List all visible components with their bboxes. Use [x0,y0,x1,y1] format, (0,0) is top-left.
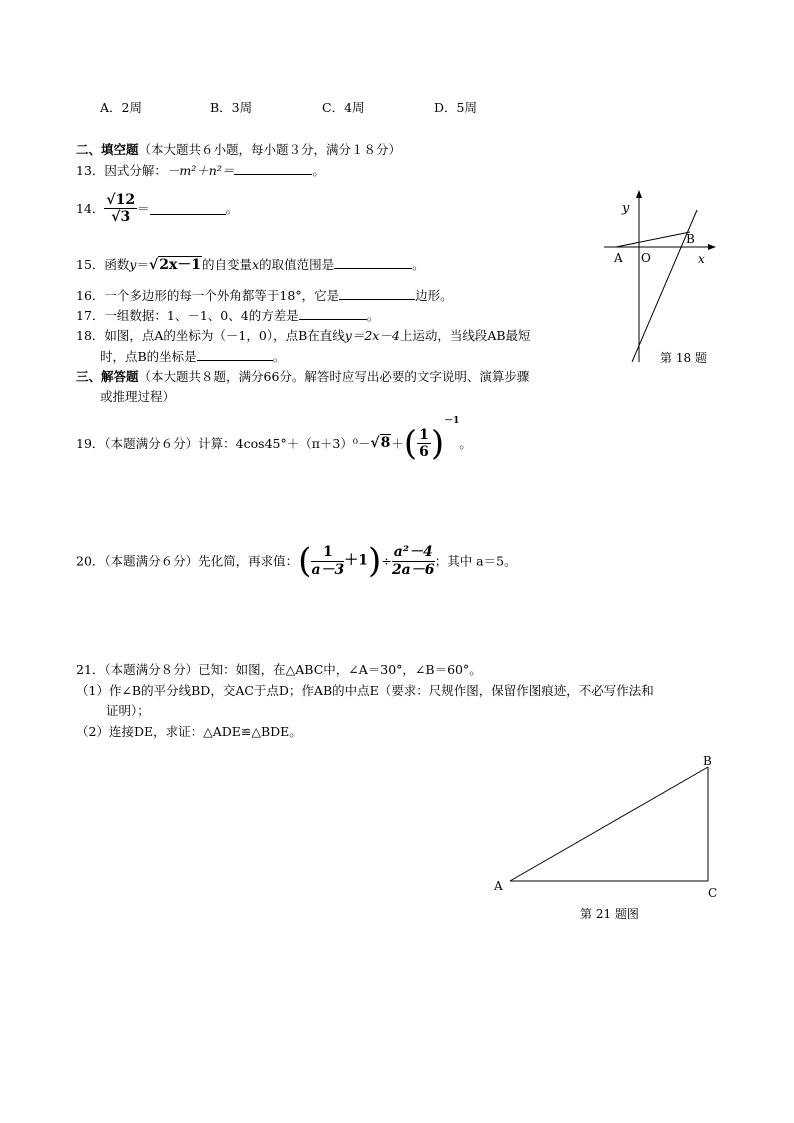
q21-part1-line2: 证明）； [106,703,150,718]
q18-number: 18． [76,328,105,343]
q19-end: 。 [459,436,472,451]
q15-prefix: 函数 [104,257,130,272]
q15-sqrt: √2x－1 [149,257,202,273]
q20-divide: ÷ [381,553,392,569]
q17-end: 。 [366,308,380,323]
q15-var: y [129,257,137,272]
question-20 [76,541,517,581]
section3-line1: （本大题共８题，满分66分。解答时应写出必要的文字说明、演算步骤 [138,369,530,384]
q21-number: 21． [76,662,105,677]
q15-suffix: 的取值范围是 [259,257,335,272]
q20-fraction-2: $\frac{\text{a²－4}}{2a-6}$ [391,544,435,578]
q19-left-paren: ( [403,423,418,464]
question-18-line2 [100,348,285,364]
question-14 [76,192,238,225]
question-19 [76,416,472,464]
q17-answer-blank[interactable] [299,307,367,320]
choice-c: C．4周 [322,100,365,115]
q20-fraction-1: $\frac{1}{a-3}$ [311,544,345,578]
q20-tail: ；其中 a＝5。 [434,553,517,569]
q18-line-expr: y＝2x－4 [344,328,400,343]
q20-number: 20． [76,553,105,569]
q14-denominator: √3 [111,209,131,226]
question-16 [76,287,453,303]
q16-number: 16． [76,288,105,303]
q13-answer-blank[interactable] [234,162,312,175]
q18-answer-blank[interactable] [197,348,273,361]
q20-head: （本题满分６分）先化简，再求值： [104,553,299,569]
q14-answer-blank[interactable] [150,202,226,215]
q13-end: 。 [312,163,325,178]
fig21-label-a: A [494,879,503,893]
q15-equals: ＝ [136,257,149,272]
fig18-caption: 第 18 题 [660,351,707,365]
q19-expr: 4cos45°＋（π＋3）⁰－ [235,436,371,451]
fig18-segment-ab [616,232,690,247]
q19-exponent: －1 [444,416,460,426]
q19-sqrt: √8 [370,435,391,452]
q16-end: 边形。 [415,288,453,303]
fig18-y-arrow-icon [636,190,642,198]
fig18-label-y: y [622,201,630,216]
q15-end: 。 [412,257,425,272]
fig18-label-x: x [698,252,705,266]
q20-left-paren: ( [298,541,312,581]
q13-number: 13． [76,163,105,178]
q18-end: 。 [272,349,286,364]
question-21 [76,662,482,677]
fig21-label-c: C [708,886,718,900]
q21-head: （本题满分８分）已知：如图，在△ABC中，∠A＝30°，∠B＝60°。 [104,662,482,677]
fig18-label-b: B [686,232,695,246]
section2-title: 二、填空题 [76,142,139,157]
q13-expr: －m²＋n²＝ [166,163,235,178]
section2-heading [76,142,401,157]
question-18-line1 [76,328,531,343]
q20-right-paren: ) [368,541,382,581]
section3-heading [76,369,529,384]
q21-part1-line1: （1）作∠B的平分线BD，交AC于点D；作AB的中点E（要求：尺规作图，保留作图痕迹，不必写作法和 [76,683,654,698]
q16-text: 一个多边形的每一个外角都等于18°，它是 [104,288,340,303]
q19-right-paren: ) [430,423,445,464]
q13-prefix: 因式分解： [104,163,167,178]
q19-fraction: $\frac{1}{6}$ [419,426,429,460]
fig21-caption: 第 21 题图 [580,907,639,921]
fig18-label-o: O [641,251,651,265]
q15-answer-blank[interactable] [334,256,412,269]
q14-numerator: √12 [106,192,136,208]
q21-part2: （2）连接DE，求证：△ADE≌△BDE。 [76,724,302,739]
q18-line1-end: 上运动，当线段AB最短 [399,328,531,343]
section3-line2: 或推理过程） [100,389,176,404]
q19-number: 19． [76,436,105,451]
q19-plus: ＋ [391,436,404,451]
fig18-x-arrow-icon [708,244,716,250]
figure-18 [596,186,736,376]
q15-mid: 的自变量 [202,257,253,272]
choice-d: D．5周 [434,100,477,115]
q17-number: 17． [76,308,105,323]
q19-head: （本题满分６分）计算： [104,436,236,451]
q14-fraction [104,192,137,225]
q14-end: 。 [225,201,239,217]
section3-title: 三、解答题 [76,369,139,384]
q15-x: x [252,257,260,272]
question-15 [76,256,425,274]
section2-note: （本大题共６小题，每小题３分，满分１８分） [138,142,402,157]
q14-number: 14． [76,201,105,217]
fig21-side-ab [510,767,708,881]
choice-b: B．3周 [210,100,253,115]
question-17 [76,307,379,323]
q20-plus-one: ＋1 [344,552,368,569]
question-13 [76,162,325,178]
q15-number: 15． [76,257,105,272]
figure-21 [486,750,726,930]
q18-line2: 时，点B的坐标是 [100,349,197,364]
q14-equals: ＝ [137,201,150,217]
q17-text: 一组数据：1、－1、0、4的方差是 [104,308,299,323]
q18-line1: 如图，点A的坐标为（－1，0），点B在直线 [104,328,345,343]
choice-a: A．2周 [100,100,142,115]
fig21-label-b: B [703,754,712,768]
fig18-label-a: A [614,251,623,265]
q16-answer-blank[interactable] [339,287,415,300]
